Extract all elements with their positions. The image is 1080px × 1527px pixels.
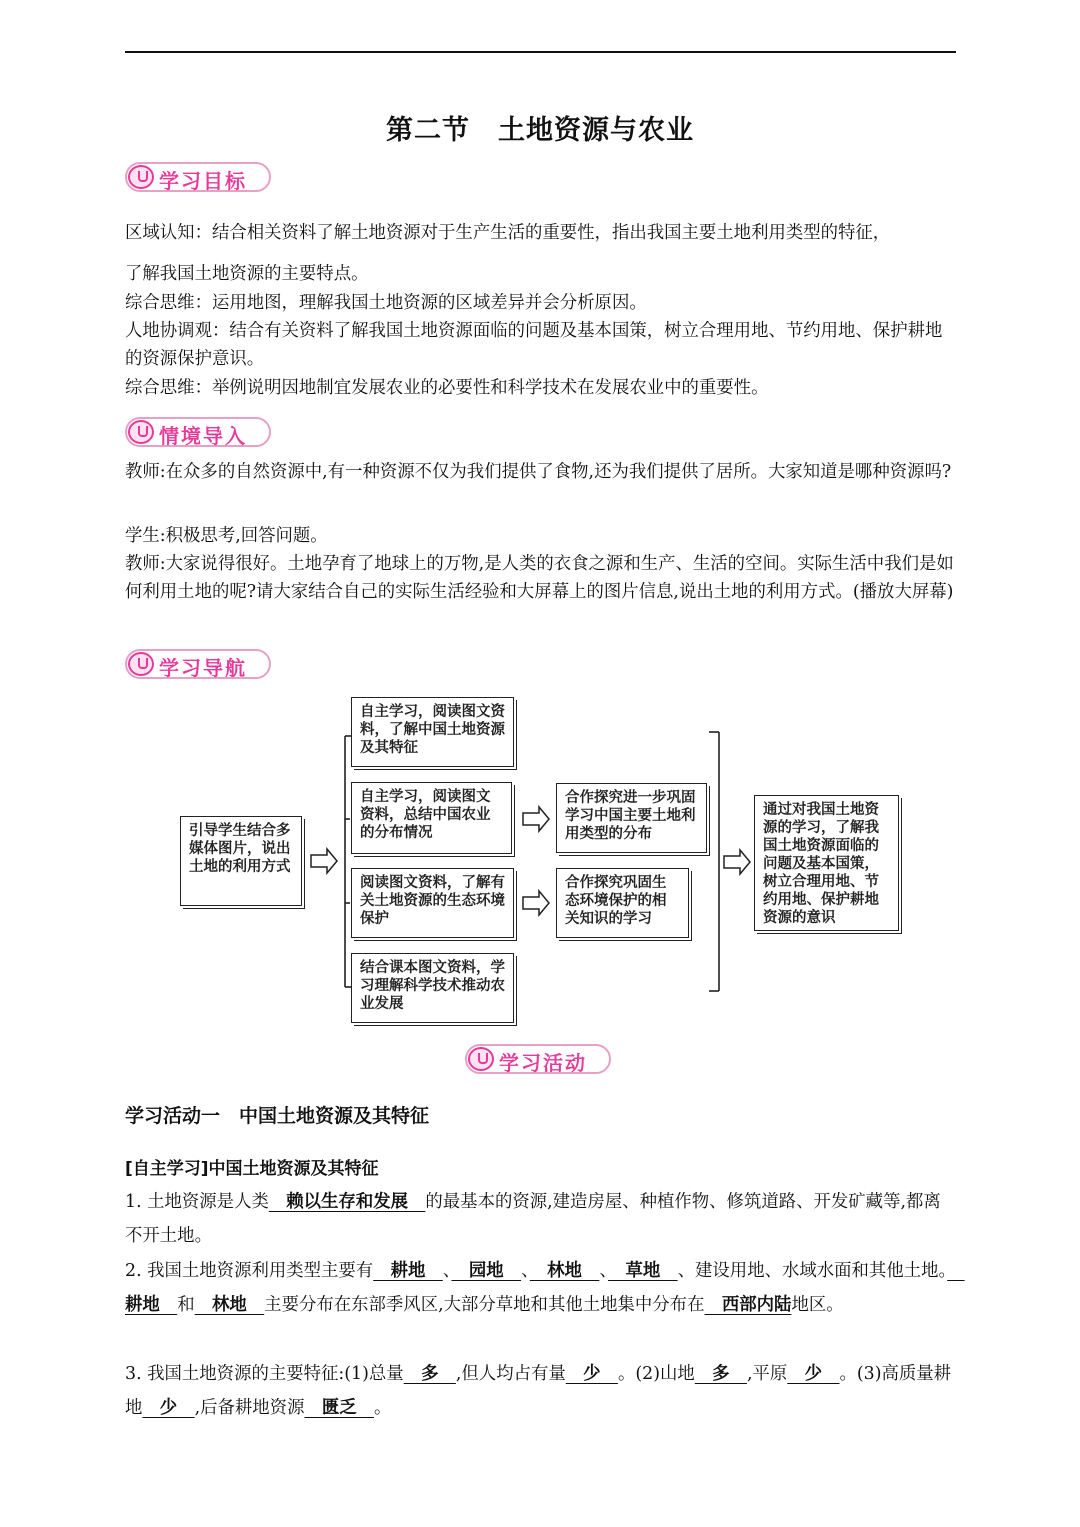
flow-mid-box-3: 阅读图文资料，了解有关土地资源的生态环境保护 <box>351 868 514 938</box>
flow-end-box: 通过对我国土地资源的学习，了解我国土地资源面临的问题及基本国策，树立合理用地、节约用地、保护耕地资源的意识 <box>754 795 899 931</box>
intro-badge-label: 情境导入 <box>159 424 247 448</box>
flow-mid-box-4: 结合课本图文资料，学习理解科学技术推动农业发展 <box>351 953 514 1023</box>
q3-text-c: 。(2)山地 <box>617 1364 695 1384</box>
flow-mid-box-1: 自主学习，阅读图文资料，了解中国土地资源及其特征 <box>351 697 514 767</box>
q2-answer-4: 草地 <box>608 1261 678 1281</box>
q3-text-d: ,平原 <box>746 1364 788 1384</box>
activity1-heading: 学习活动一 中国土地资源及其特征 <box>125 1105 430 1127</box>
goal-line-2: 了解我国土地资源的主要特点。 <box>125 264 369 284</box>
q3-text-a: 3. 我国土地资源的主要特征:(1)总量 <box>125 1364 404 1384</box>
q2-sep: 、 <box>521 1261 530 1281</box>
q1-answer-1: 赖以生存和发展 <box>268 1192 426 1212</box>
activity-badge-label: 学习活动 <box>499 1051 587 1075</box>
q3-text-b: ,但人均占有量 <box>455 1364 566 1384</box>
flow-coop-box-1: 合作探究进一步巩固学习中国主要土地利用类型的分布 <box>556 783 707 853</box>
question-3 <box>125 1357 956 1425</box>
q2-text-c: 和 <box>177 1295 195 1315</box>
intro-student: 学生:积极思考,回答问题。 <box>125 526 328 546</box>
badge-icon <box>468 1047 494 1071</box>
q3-answer-5: 少 <box>142 1398 195 1418</box>
q2-text-a: 2. 我国土地资源利用类型主要有 <box>125 1261 374 1281</box>
q2-answer-7: 西部内陆 <box>704 1295 792 1315</box>
q3-text-g: 。 <box>374 1398 392 1418</box>
goal-line-5: 综合思维：举例说明因地制宜发展农业的必要性和科学技术在发展农业中的重要性。 <box>125 378 769 398</box>
flow-coop-box-2: 合作探究巩固生态环境保护的相关知识的学习 <box>556 868 689 938</box>
goals-badge-label: 学习目标 <box>159 169 247 193</box>
q2-sep: 、 <box>442 1261 452 1281</box>
q2-answer-6: 林地 <box>194 1295 265 1315</box>
question-2 <box>125 1254 965 1322</box>
q3-answer-4: 少 <box>787 1364 840 1384</box>
q3-answer-3: 多 <box>694 1364 747 1384</box>
page-title: 第二节 土地资源与农业 <box>386 115 694 146</box>
q2-answer-3: 林地 <box>529 1261 600 1281</box>
nav-badge-label: 学习导航 <box>159 656 247 680</box>
double-arrow-icon <box>724 850 750 874</box>
q3-answer-6: 匮乏 <box>304 1398 375 1418</box>
double-arrow-icon <box>523 891 549 915</box>
q2-answer-1: 耕地 <box>373 1261 443 1281</box>
q1-text-b: 的最基本的资源,建造房屋、种植作物、修筑道路、开发矿藏等,都离不开土地。 <box>125 1192 941 1246</box>
goal-line-3: 综合思维：运用地图，理解我国土地资源的区域差异并会分析原因。 <box>125 293 647 313</box>
flow-mid-box-2: 自主学习，阅读图文资料，总结中国农业的分布情况 <box>351 782 512 854</box>
q2-answer-2: 园地 <box>451 1261 522 1281</box>
q2-text-d: 主要分布在东部季风区,大部分草地和其他土地集中分布在 <box>264 1295 705 1315</box>
q2-text-b: 、建设用地、水域水面和其他土地。 <box>677 1261 948 1281</box>
q2-answer-5: 耕地 <box>125 1261 965 1315</box>
q2-sep: 、 <box>599 1261 609 1281</box>
q3-answer-2: 少 <box>565 1364 618 1384</box>
activity-badge <box>465 1044 611 1074</box>
q3-answer-1: 多 <box>403 1364 456 1384</box>
q1-text-a: 1. 土地资源是人类 <box>125 1192 269 1212</box>
goal-line-1: 区域认知：结合相关资料了解土地资源对于生产生活的重要性，指出我国主要土地利用类型的特征， <box>125 223 891 243</box>
activity1-subheading: [自主学习]中国土地资源及其特征 <box>125 1159 379 1179</box>
flow-start-box: 引导学生结合多媒体图片，说出土地的利用方式 <box>180 816 302 906</box>
q3-text-f: ,后备耕地资源 <box>194 1398 305 1418</box>
q3-text-e: 。(3)高质量耕地 <box>125 1364 952 1418</box>
q2-text-e: 地区。 <box>791 1295 844 1315</box>
double-arrow-icon <box>523 807 549 831</box>
goal-line-4: 人地协调观：结合有关资料了解我国土地资源面临的问题及基本国策，树立合理用地、节约用地、保护耕地的资源保护意识。 <box>125 321 943 369</box>
question-1 <box>125 1185 956 1253</box>
intro-teacher-1: 教师:在众多的自然资源中,有一种资源不仅为我们提供了食物,还为我们提供了居所。大家知道是哪种资源吗? <box>125 462 952 482</box>
intro-teacher-2: 教师:大家说得很好。土地孕育了地球上的万物,是人类的衣食之源和生产、生活的空间。实际生活中我们是如何利用土地的呢?请大家结合自己的实际生活经验和大屏幕上的图片信息,说出土地的利用方式。(播放大屏幕) <box>125 554 954 602</box>
double-arrow-icon <box>311 849 337 873</box>
